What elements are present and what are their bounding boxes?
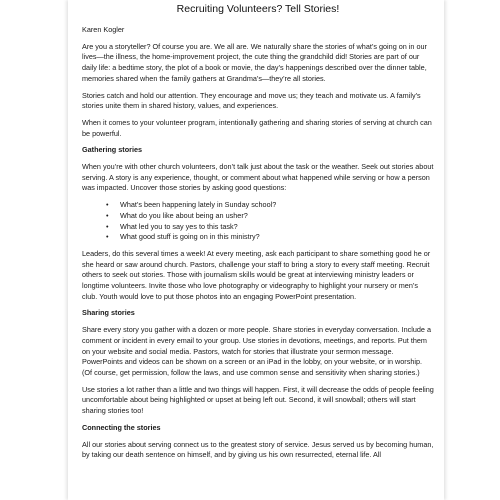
intro-paragraph: When it comes to your volunteer program, intentionally gathering and sharing stories of serving at church can be powerful.	[82, 117, 432, 138]
list-item	[106, 221, 434, 233]
bullet-icon: •	[106, 232, 109, 242]
list-item-text: What’s been happening lately in Sunday school?	[120, 200, 277, 210]
gathering-followup-paragraph: Leaders, do this several times a week! At every meeting, ask each participant to share something good he or she heard or saw around church. Pastors, challenge your staff to bring a story to every staff meeting. Recruit others to seek out stories. Those with journalism skills would be great at interviewing ministry leaders or longtime volunteers. Invite those who love photography or videography to highlight your nursery or men’s club. Youth would love to put those photos into an engaging PowerPoint presentation.	[82, 248, 431, 301]
section-heading-sharing: Sharing stories	[82, 308, 135, 318]
bullet-icon: •	[106, 221, 109, 231]
list-item-text: What led you to say yes to this task?	[120, 221, 238, 231]
section-heading-connecting: Connecting the stories	[82, 422, 161, 432]
author-name: Karen Kogler	[82, 25, 125, 34]
question-list	[82, 200, 434, 243]
sharing-paragraph: Use stories a lot rather than a little and two things will happen. First, it will decrease the odds of people feeling uncomfortable about being highlighted or upset at being left out. Second, it will snowball; others will start sharing stories too!	[82, 384, 434, 416]
list-item-text: What good stuff is going on in this ministry?	[120, 232, 260, 242]
bullet-icon: •	[106, 210, 109, 220]
intro-paragraph: Stories catch and hold our attention. They encourage and move us; they teach and motivate us. A family’s stories unite them in shared history, values, and experiences.	[82, 90, 421, 111]
page-content	[82, 2, 434, 467]
list-item	[106, 210, 434, 222]
sharing-paragraph: Share every story you gather with a dozen or more people. Share stories in everyday conversation. Include a comment or incident in every email to your group. Use stories in devotions, meetings, and reports. Put them on your website and social media. Pastors, watch for stories that illustrate your sermon message. PowerPoints and videos can be shown on a screen or an iPad in the lobby, on your website, or in worship. (Of course, get permission, follow the laws, and use common sense and sensitivity when sharing stories.)	[82, 325, 431, 377]
list-item	[106, 232, 434, 243]
connecting-paragraph: All our stories about serving connect us to the greatest story of service. Jesus served us by becoming human, by taking our death sentence on himself, and by giving us his own resurrected, eternal life. All	[82, 439, 434, 460]
gathering-intro-paragraph: When you’re with other church volunteers, don’t talk just about the task or the weather. Seek out stories about serving. A story is any experience, thought, or comment about what happened while serving or how a person was impacted. Uncover those stories by asking good questions:	[82, 162, 434, 193]
section-heading-gathering: Gathering stories	[82, 145, 143, 155]
bullet-icon: •	[106, 200, 109, 210]
intro-paragraph: Are you a storyteller? Of course you are. We all are. We naturally share the stories of what’s going on in our lives—the illness, the home-improvement project, the cute thing the grandchild did! Stories are part of our daily life: a bedtime story, the plot of a book or movie, the day’s happenings described over the dinner table, memories shared when the family gathers at Grandma’s—they’re all stories.	[82, 41, 427, 83]
document-page	[68, 0, 444, 500]
list-item-text: What do you like about being an usher?	[120, 210, 248, 220]
list-item	[106, 200, 434, 211]
document-title: Recruiting Volunteers? Tell Stories!	[176, 3, 340, 15]
